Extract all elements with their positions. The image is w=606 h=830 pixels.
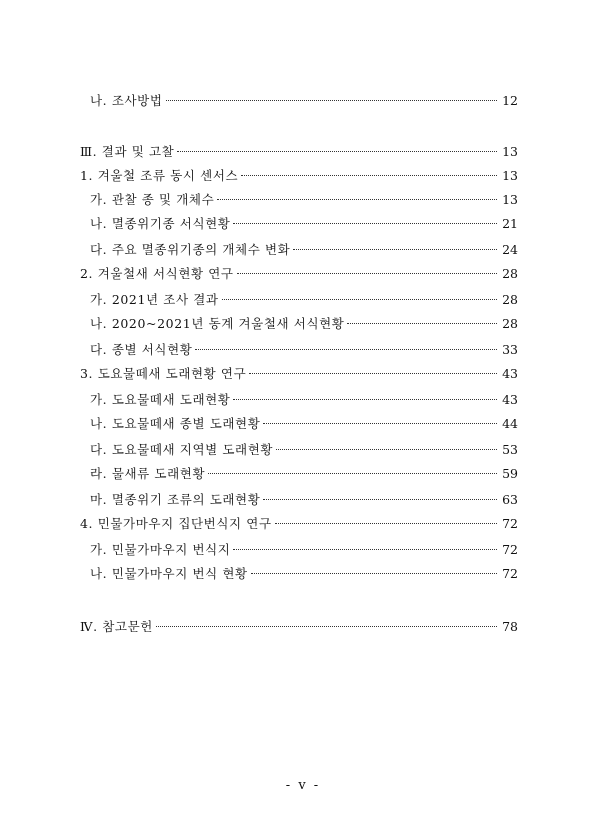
dot-leader: [166, 100, 497, 101]
toc-entry-label: 마. 멸종위기 조류의 도래현황: [90, 492, 261, 507]
toc-entry-page: 13: [502, 168, 518, 183]
dot-leader: [276, 449, 497, 450]
toc-entry-label: 라. 물새류 도래현황: [90, 466, 206, 481]
dot-leader: [249, 373, 497, 374]
dot-leader: [237, 273, 497, 274]
dot-leader: [233, 399, 497, 400]
toc-entry-label: Ⅳ. 참고문헌: [80, 619, 153, 634]
toc-entry-label: 다. 종별 서식현황: [90, 342, 193, 357]
toc-entry-page: 33: [502, 342, 518, 357]
toc-entry-page: 28: [502, 266, 518, 281]
toc-entry[interactable]: [80, 364, 518, 384]
toc-entry[interactable]: [80, 190, 518, 210]
toc-entry[interactable]: [80, 564, 518, 584]
toc-entry-page: 13: [502, 144, 518, 159]
dot-leader: [251, 573, 497, 574]
dot-leader: [263, 423, 497, 424]
toc-entry-page: 78: [502, 619, 518, 634]
toc-entry-label: 3. 도요물떼새 도래현황 연구: [80, 366, 247, 381]
toc-entry-label: 1. 겨울철 조류 동시 센서스: [80, 168, 239, 183]
dot-leader: [347, 323, 497, 324]
toc-entry-page: 72: [502, 566, 518, 581]
toc-entry-label: 다. 주요 멸종위기종의 개체수 변화: [90, 242, 291, 257]
dot-leader: [195, 349, 497, 350]
dot-leader: [233, 223, 497, 224]
toc-entry[interactable]: [80, 240, 518, 260]
dot-leader: [208, 473, 497, 474]
dot-leader: [217, 199, 497, 200]
toc-entry-page: 28: [502, 292, 518, 307]
dot-leader: [275, 523, 497, 524]
toc-entry[interactable]: [80, 340, 518, 360]
toc-entry[interactable]: [80, 514, 518, 534]
toc-entry-page: 13: [502, 192, 518, 207]
toc-entry-page: 28: [502, 316, 518, 331]
dot-leader: [222, 299, 497, 300]
toc-entry[interactable]: [80, 264, 518, 284]
toc-entry-label: 나. 조사방법: [90, 93, 163, 108]
dot-leader: [233, 549, 497, 550]
toc-entry[interactable]: [80, 414, 518, 434]
toc-entry[interactable]: [80, 464, 518, 484]
page-number: - v -: [285, 778, 321, 793]
toc-entry-label: 가. 민물가마우지 번식지: [90, 542, 231, 557]
toc-entry[interactable]: [80, 440, 518, 460]
toc-entry-page: 53: [502, 442, 518, 457]
toc-entry-page: 21: [502, 216, 518, 231]
toc-entry[interactable]: [80, 142, 518, 162]
toc-entry-page: 72: [502, 516, 518, 531]
toc-entry[interactable]: [80, 314, 518, 334]
toc-entry-page: 63: [502, 492, 518, 507]
toc-entry-label: 나. 민물가마우지 번식 현황: [90, 566, 248, 581]
toc-entry-label: 나. 도요물떼새 종별 도래현황: [90, 416, 261, 431]
toc-entry-label: 나. 멸종위기종 서식현황: [90, 216, 231, 231]
toc-entry-page: 24: [502, 242, 518, 257]
toc-entry[interactable]: [80, 214, 518, 234]
toc-entry[interactable]: [80, 91, 518, 111]
toc-entry[interactable]: [80, 390, 518, 410]
toc-entry-label: 나. 2020~2021년 동계 겨울철새 서식현황: [90, 316, 345, 331]
toc-entry-label: Ⅲ. 결과 및 고찰: [80, 144, 175, 159]
toc-entry-label: 2. 겨울철새 서식현황 연구: [80, 266, 234, 281]
dot-leader: [177, 151, 497, 152]
toc-entry-label: 가. 관찰 종 및 개체수: [90, 192, 215, 207]
toc-entry-label: 가. 도요물떼새 도래현황: [90, 392, 231, 407]
toc-entry[interactable]: [80, 540, 518, 560]
toc-entry-page: 43: [502, 392, 518, 407]
dot-leader: [241, 175, 497, 176]
toc-entry[interactable]: [80, 290, 518, 310]
toc-entry-page: 44: [502, 416, 518, 431]
toc-entry-page: 59: [502, 466, 518, 481]
toc-entry-page: 12: [502, 93, 518, 108]
toc-entry[interactable]: [80, 617, 518, 637]
toc-entry[interactable]: [80, 490, 518, 510]
dot-leader: [156, 626, 497, 627]
toc-entry-label: 다. 도요물떼새 지역별 도래현황: [90, 442, 274, 457]
toc-entry-label: 4. 민물가마우지 집단번식지 연구: [80, 516, 272, 531]
toc-entry-page: 43: [502, 366, 518, 381]
toc-entry[interactable]: [80, 166, 518, 186]
toc-entry-label: 가. 2021년 조사 결과: [90, 292, 219, 307]
dot-leader: [293, 249, 497, 250]
toc-entry-page: 72: [502, 542, 518, 557]
dot-leader: [263, 499, 497, 500]
